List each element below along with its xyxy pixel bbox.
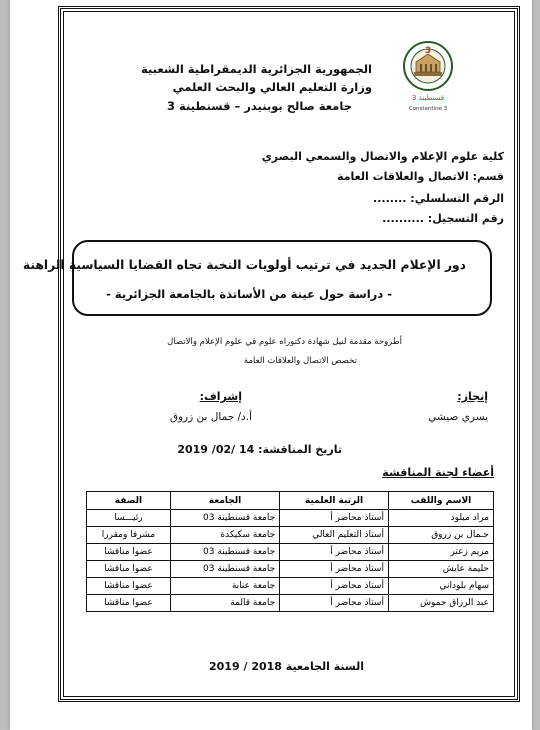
table-row — [87, 595, 494, 612]
seal-caption-ar: قسنطينة 3 — [411, 94, 445, 102]
table-row — [87, 578, 494, 595]
supervisor-label: إشراف: — [199, 390, 242, 403]
table-cell: عبد الرزاق حموش — [388, 595, 493, 612]
faculty-name: كلية علوم الإعلام والاتصال والسمعي البصري — [261, 150, 504, 163]
specialization-line: تخصص الاتصال والعلاقات العامة — [243, 356, 357, 366]
table-cell: عضوا مناقشا — [87, 561, 171, 578]
republic-heading: الجمهورية الجزائرية الديمقراطية الشعبية — [140, 62, 372, 76]
table-cell: عضوا مناقشا — [87, 544, 171, 561]
column-header: الاسم واللقب — [388, 492, 493, 510]
seal-number: 3 — [424, 46, 432, 56]
prepared-label: إنجاز: — [457, 390, 488, 403]
table-cell: جامعة قسنطينة 03 — [170, 510, 279, 527]
supervisor-name: أ.د/ جمال بن زروق — [169, 411, 252, 423]
ministry-heading: وزارة التعليم العالي والبحث العلمي — [172, 80, 372, 94]
table-cell: عضوا مناقشا — [87, 595, 171, 612]
table-cell: جامعة قالمة — [170, 595, 279, 612]
table-row — [87, 527, 494, 544]
table-cell: حليمة عايش — [388, 561, 493, 578]
academic-year: السنة الجامعية 2018 / 2019 — [209, 660, 364, 673]
column-header: الجامعة — [170, 492, 279, 510]
table-cell: مشرفا ومقررا — [87, 527, 171, 544]
table-cell: أستاذ محاضر أ — [280, 544, 389, 561]
table-row — [87, 544, 494, 561]
table-cell: جامعة قسنطينة 03 — [170, 544, 279, 561]
table-cell: رئيـــسا — [87, 510, 171, 527]
degree-line: أطروحة مقدمة لنيل شهادة دكتوراه علوم في علوم الإعلام والاتصال — [167, 337, 402, 347]
table-cell: مريم زعتر — [388, 544, 493, 561]
column-header: الرتبة العلمية — [280, 492, 389, 510]
seal-caption-en: Constantine 3 — [408, 106, 448, 112]
registration-number: رقم التسجيل: .......... — [382, 212, 504, 225]
table-cell: أستاذ التعليم العالي — [280, 527, 389, 544]
committee-title: أعضاء لجنة المناقشة — [382, 466, 494, 479]
university-heading: جامعة صالح بوبنيدر – قسنطينة 3 — [166, 99, 352, 113]
table-cell: عضوا مناقشا — [87, 578, 171, 595]
thesis-title-box — [72, 240, 492, 316]
thesis-title: دور الإعلام الجديد في ترتيب أولويات النخبة تجاه القضايا السياسية الراهنة — [22, 258, 466, 272]
prepared-name: يسري صيشي — [428, 411, 488, 423]
table-cell: أستاذ محاضر أ — [280, 510, 389, 527]
table-cell: سهام بلوداني — [388, 578, 493, 595]
table-cell: جامعة قسنطينة 03 — [170, 561, 279, 578]
university-seal-icon — [402, 36, 454, 120]
committee-table — [86, 491, 494, 612]
document-page — [10, 0, 532, 730]
serial-number: الرقم التسلسلي: ........ — [373, 192, 504, 205]
table-row — [87, 510, 494, 527]
table-cell: أستاذ محاضر أ — [280, 561, 389, 578]
table-cell: مراد ميلود — [388, 510, 493, 527]
defense-date: تاريخ المناقشة: 14 /02/ 2019 — [177, 443, 342, 456]
column-header: الصفة — [87, 492, 171, 510]
table-cell: أستاذ محاضر أ — [280, 595, 389, 612]
table-cell: أستاذ محاضر أ — [280, 578, 389, 595]
table-cell: جامعة سكيكدة — [170, 527, 279, 544]
department-name: قسم: الاتصال والعلاقات العامة — [337, 170, 504, 183]
table-cell: جـمال بن زروق — [388, 527, 493, 544]
table-cell: جامعة عنابة — [170, 578, 279, 595]
table-row — [87, 561, 494, 578]
table-header-row — [87, 492, 494, 510]
thesis-subtitle: - دراسة حول عينة من الأساتذة بالجامعة الجزائرية - — [106, 287, 392, 301]
